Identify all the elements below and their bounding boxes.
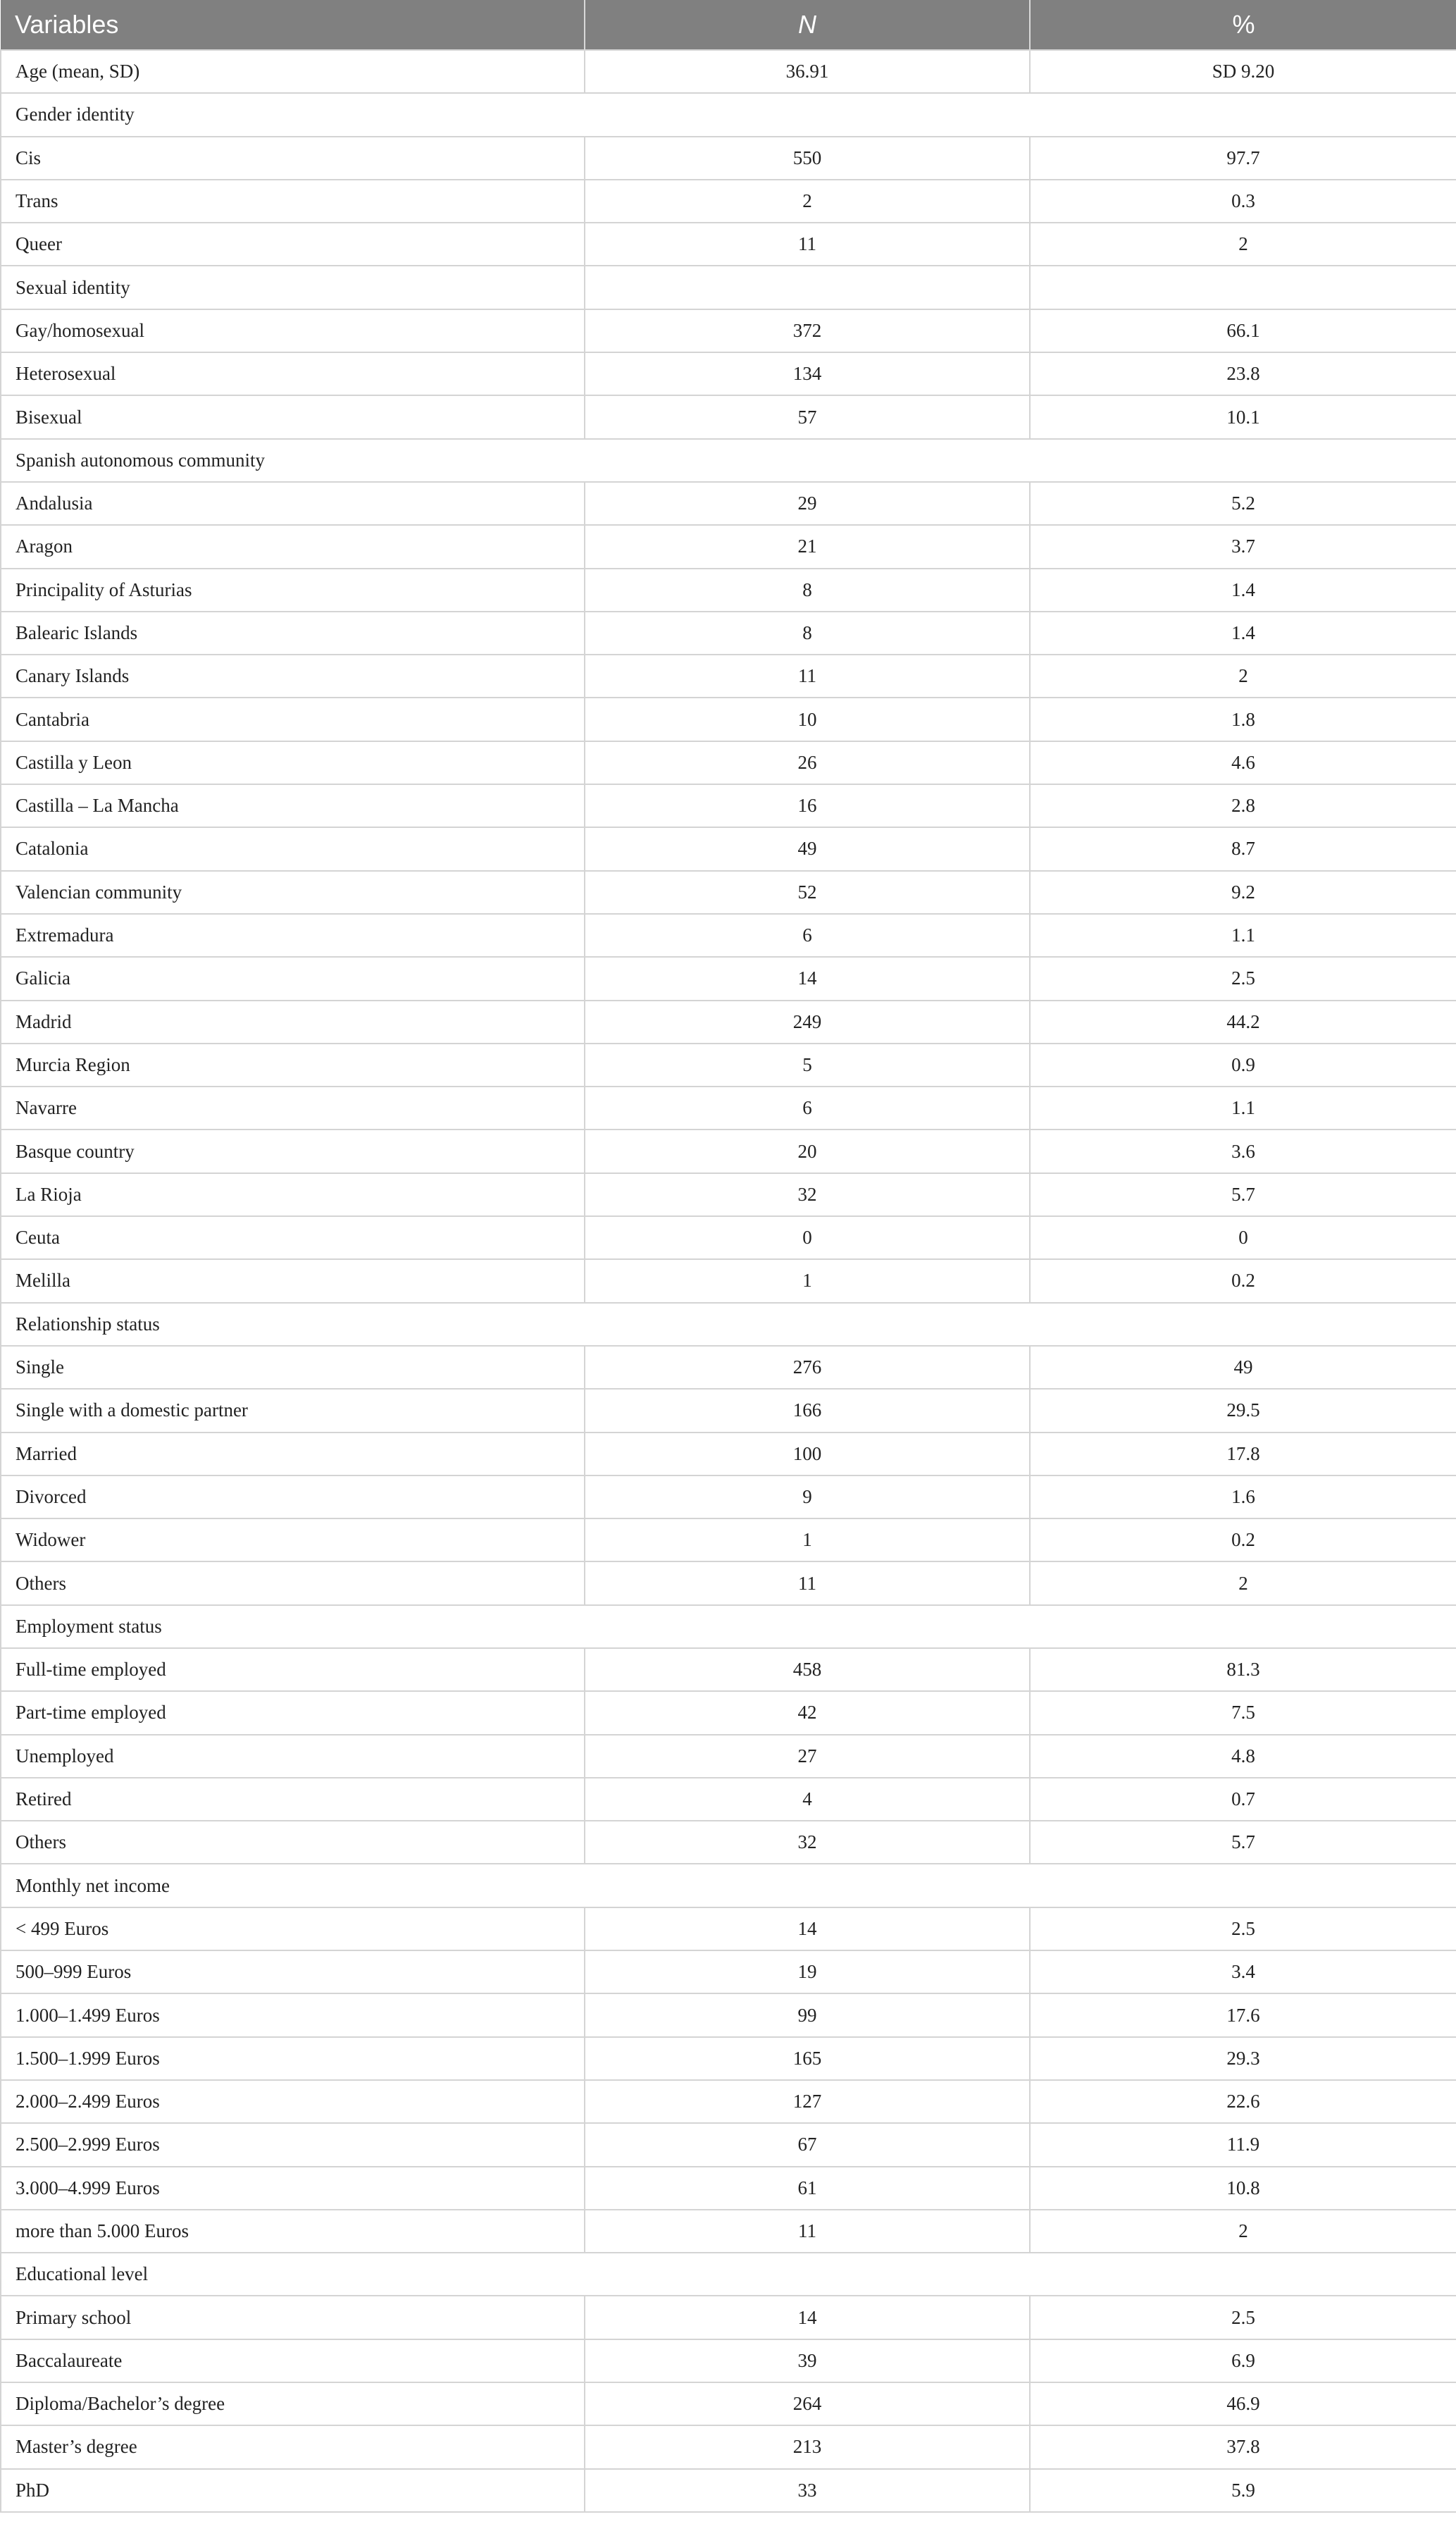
row-percent-value: 17.6 <box>1030 1993 1456 2036</box>
row-n-value: 57 <box>585 395 1030 438</box>
row-n-value: 16 <box>585 784 1030 827</box>
table-row <box>1 1259 1456 1302</box>
table-row <box>1 2339 1456 2382</box>
row-n-value: 39 <box>585 2339 1030 2382</box>
row-n-value: 127 <box>585 2080 1030 2123</box>
table-body <box>1 50 1456 2512</box>
row-percent-value: 29.5 <box>1030 1389 1456 1432</box>
row-label: Cis <box>1 137 585 180</box>
row-label: Baccalaureate <box>1 2339 585 2382</box>
table-row <box>1 223 1456 266</box>
row-label: Valencian community <box>1 871 585 914</box>
row-label: Master’s degree <box>1 2425 585 2468</box>
row-label: Ceuta <box>1 1216 585 1259</box>
table-row <box>1 871 1456 914</box>
row-percent-value: 1.1 <box>1030 1087 1456 1130</box>
row-label: Diploma/Bachelor’s degree <box>1 2382 585 2425</box>
section-header-row <box>1 1605 1456 1648</box>
row-label: Aragon <box>1 525 585 568</box>
section-header-row <box>1 2253 1456 2296</box>
row-label: Others <box>1 1821 585 1864</box>
table-row <box>1 1821 1456 1864</box>
row-percent-value: 0.7 <box>1030 1778 1456 1821</box>
row-n-value: 550 <box>585 137 1030 180</box>
section-label: Relationship status <box>1 1303 1456 1346</box>
table-row <box>1 309 1456 352</box>
row-n-value: 8 <box>585 569 1030 612</box>
row-percent-value: 49 <box>1030 1346 1456 1389</box>
row-percent-value: 2.5 <box>1030 1907 1456 1950</box>
row-percent-value: 5.2 <box>1030 482 1456 525</box>
section-label: Educational level <box>1 2253 1456 2296</box>
table-row <box>1 50 1456 93</box>
section-label: Monthly net income <box>1 1864 1456 1907</box>
table-header <box>1 0 1456 50</box>
table-row <box>1 1648 1456 1691</box>
row-n-value: 32 <box>585 1173 1030 1216</box>
row-label: 2.000–2.499 Euros <box>1 2080 585 2123</box>
table-row <box>1 1907 1456 1950</box>
table-row <box>1 2296 1456 2339</box>
row-percent-value: 17.8 <box>1030 1433 1456 1475</box>
table-row <box>1 2469 1456 2512</box>
table-row <box>1 1087 1456 1130</box>
section-label: Spanish autonomous community <box>1 439 1456 482</box>
row-label: Single <box>1 1346 585 1389</box>
row-n-value: 29 <box>585 482 1030 525</box>
row-n-value: 20 <box>585 1130 1030 1172</box>
row-n-value: 99 <box>585 1993 1030 2036</box>
table-row <box>1 1518 1456 1561</box>
row-percent-value: 5.7 <box>1030 1173 1456 1216</box>
row-label: Canary Islands <box>1 655 585 698</box>
table-row <box>1 612 1456 655</box>
table-row <box>1 827 1456 870</box>
row-label: Andalusia <box>1 482 585 525</box>
row-label: 500–999 Euros <box>1 1950 585 1993</box>
row-label: Others <box>1 1561 585 1604</box>
row-n-value: 14 <box>585 1907 1030 1950</box>
row-label: Married <box>1 1433 585 1475</box>
row-percent-value: 1.8 <box>1030 698 1456 741</box>
row-label: PhD <box>1 2469 585 2512</box>
table-row <box>1 1691 1456 1734</box>
table-row <box>1 741 1456 784</box>
table-row <box>1 2382 1456 2425</box>
row-label: Madrid <box>1 1001 585 1044</box>
row-percent-value: 81.3 <box>1030 1648 1456 1691</box>
row-label: 1.500–1.999 Euros <box>1 2037 585 2080</box>
table-row <box>1 1346 1456 1389</box>
row-percent-value: 0 <box>1030 1216 1456 1259</box>
row-percent-value: 29.3 <box>1030 2037 1456 2080</box>
table-row <box>1 1001 1456 1044</box>
table-row <box>1 525 1456 568</box>
row-percent-value: 1.4 <box>1030 612 1456 655</box>
table-row <box>1 1433 1456 1475</box>
row-label: < 499 Euros <box>1 1907 585 1950</box>
row-n-value: 49 <box>585 827 1030 870</box>
row-percent-value: 2.5 <box>1030 957 1456 1000</box>
row-label: Navarre <box>1 1087 585 1130</box>
table-row <box>1 482 1456 525</box>
row-label: Galicia <box>1 957 585 1000</box>
row-n-value: 372 <box>585 309 1030 352</box>
row-n-value: 19 <box>585 1950 1030 1993</box>
row-n-value: 4 <box>585 1778 1030 1821</box>
table-row <box>1 569 1456 612</box>
row-percent-value: 2 <box>1030 2210 1456 2253</box>
row-n-value: 11 <box>585 223 1030 266</box>
row-n-value: 14 <box>585 957 1030 1000</box>
row-percent-value: 5.7 <box>1030 1821 1456 1864</box>
row-n-value: 42 <box>585 1691 1030 1734</box>
row-percent-value: 2 <box>1030 1561 1456 1604</box>
table-row <box>1 1475 1456 1518</box>
row-label: Primary school <box>1 2296 585 2339</box>
table-row <box>1 1778 1456 1821</box>
row-n-value: 67 <box>585 2123 1030 2166</box>
row-label: Murcia Region <box>1 1044 585 1087</box>
row-percent-value: 4.6 <box>1030 741 1456 784</box>
row-n-value: 11 <box>585 655 1030 698</box>
row-label: Queer <box>1 223 585 266</box>
row-percent-value: 6.9 <box>1030 2339 1456 2382</box>
section-label: Gender identity <box>1 93 1456 136</box>
row-n-value: 11 <box>585 2210 1030 2253</box>
row-label: Retired <box>1 1778 585 1821</box>
section-header-row <box>1 439 1456 482</box>
row-percent-value: 0.2 <box>1030 1518 1456 1561</box>
row-percent-value: 4.8 <box>1030 1735 1456 1778</box>
row-label: 2.500–2.999 Euros <box>1 2123 585 2166</box>
row-percent-value: 44.2 <box>1030 1001 1456 1044</box>
row-n-value: 52 <box>585 871 1030 914</box>
table-row <box>1 2037 1456 2080</box>
row-n-value: 27 <box>585 1735 1030 1778</box>
row-n-value: 165 <box>585 2037 1030 2080</box>
row-label: Single with a domestic partner <box>1 1389 585 1432</box>
table-row <box>1 784 1456 827</box>
row-n-value: 6 <box>585 1087 1030 1130</box>
row-percent-value: 9.2 <box>1030 871 1456 914</box>
row-n-value: 1 <box>585 1259 1030 1302</box>
table-row <box>1 2425 1456 2468</box>
row-percent-value: 0.3 <box>1030 180 1456 223</box>
row-percent-value: 66.1 <box>1030 309 1456 352</box>
row-percent-value: 97.7 <box>1030 137 1456 180</box>
row-percent-value <box>1030 266 1456 309</box>
row-n-value: 36.91 <box>585 50 1030 93</box>
row-label: Unemployed <box>1 1735 585 1778</box>
row-percent-value: 0.2 <box>1030 1259 1456 1302</box>
table-row <box>1 1173 1456 1216</box>
row-percent-value: 1.1 <box>1030 914 1456 957</box>
row-n-value: 458 <box>585 1648 1030 1691</box>
row-n-value: 100 <box>585 1433 1030 1475</box>
table-row <box>1 1993 1456 2036</box>
row-label: Age (mean, SD) <box>1 50 585 93</box>
table-row <box>1 1561 1456 1604</box>
row-percent-value: 0.9 <box>1030 1044 1456 1087</box>
row-label: Cantabria <box>1 698 585 741</box>
row-percent-value: 46.9 <box>1030 2382 1456 2425</box>
table-row <box>1 1389 1456 1432</box>
row-percent-value: 7.5 <box>1030 1691 1456 1734</box>
row-label: Divorced <box>1 1475 585 1518</box>
row-label: more than 5.000 Euros <box>1 2210 585 2253</box>
row-n-value: 9 <box>585 1475 1030 1518</box>
row-percent-value: 2 <box>1030 223 1456 266</box>
row-n-value: 6 <box>585 914 1030 957</box>
row-n-value: 276 <box>585 1346 1030 1389</box>
table-row <box>1 1216 1456 1259</box>
row-n-value: 213 <box>585 2425 1030 2468</box>
row-n-value: 5 <box>585 1044 1030 1087</box>
row-percent-value: SD 9.20 <box>1030 50 1456 93</box>
header-percent: % <box>1030 0 1456 50</box>
table-row <box>1 2123 1456 2166</box>
header-n: N <box>585 0 1030 50</box>
row-label: Castilla – La Mancha <box>1 784 585 827</box>
row-percent-value: 3.6 <box>1030 1130 1456 1172</box>
row-percent-value: 8.7 <box>1030 827 1456 870</box>
row-label: Widower <box>1 1518 585 1561</box>
row-n-value: 11 <box>585 1561 1030 1604</box>
section-label: Employment status <box>1 1605 1456 1648</box>
header-row <box>1 0 1456 50</box>
row-label: Catalonia <box>1 827 585 870</box>
table-row <box>1 1735 1456 1778</box>
table-row <box>1 2210 1456 2253</box>
table-row <box>1 957 1456 1000</box>
row-label: 3.000–4.999 Euros <box>1 2167 585 2210</box>
row-label: Melilla <box>1 1259 585 1302</box>
row-n-value: 14 <box>585 2296 1030 2339</box>
row-n-value: 32 <box>585 1821 1030 1864</box>
table-row <box>1 698 1456 741</box>
row-n-value: 26 <box>585 741 1030 784</box>
row-percent-value: 1.6 <box>1030 1475 1456 1518</box>
row-percent-value: 2 <box>1030 655 1456 698</box>
row-label: Extremadura <box>1 914 585 957</box>
table-row <box>1 395 1456 438</box>
row-label: La Rioja <box>1 1173 585 1216</box>
row-label: Castilla y Leon <box>1 741 585 784</box>
section-header-row <box>1 1864 1456 1907</box>
row-percent-value: 3.4 <box>1030 1950 1456 1993</box>
row-n-value: 8 <box>585 612 1030 655</box>
row-label: Basque country <box>1 1130 585 1172</box>
table-row <box>1 2080 1456 2123</box>
row-n-value: 264 <box>585 2382 1030 2425</box>
row-n-value: 249 <box>585 1001 1030 1044</box>
row-label: Principality of Asturias <box>1 569 585 612</box>
row-percent-value: 1.4 <box>1030 569 1456 612</box>
section-header-row <box>1 266 1456 309</box>
table-row <box>1 914 1456 957</box>
row-n-value: 0 <box>585 1216 1030 1259</box>
row-percent-value: 2.5 <box>1030 2296 1456 2339</box>
row-label: Part-time employed <box>1 1691 585 1734</box>
row-percent-value: 10.1 <box>1030 395 1456 438</box>
row-n-value: 21 <box>585 525 1030 568</box>
row-label: Trans <box>1 180 585 223</box>
row-label: Bisexual <box>1 395 585 438</box>
section-header-row <box>1 93 1456 136</box>
row-label: Balearic Islands <box>1 612 585 655</box>
table-row <box>1 352 1456 395</box>
row-percent-value: 5.9 <box>1030 2469 1456 2512</box>
row-percent-value: 11.9 <box>1030 2123 1456 2166</box>
row-percent-value: 37.8 <box>1030 2425 1456 2468</box>
row-n-value <box>585 266 1030 309</box>
row-percent-value: 10.8 <box>1030 2167 1456 2210</box>
table-row <box>1 180 1456 223</box>
row-label: Full-time employed <box>1 1648 585 1691</box>
table-row <box>1 2167 1456 2210</box>
row-percent-value: 2.8 <box>1030 784 1456 827</box>
table-row <box>1 1044 1456 1087</box>
row-percent-value: 22.6 <box>1030 2080 1456 2123</box>
table-row <box>1 137 1456 180</box>
row-label: 1.000–1.499 Euros <box>1 1993 585 2036</box>
row-n-value: 2 <box>585 180 1030 223</box>
table-row <box>1 655 1456 698</box>
section-label: Sexual identity <box>1 266 585 309</box>
row-n-value: 61 <box>585 2167 1030 2210</box>
row-n-value: 166 <box>585 1389 1030 1432</box>
table-row <box>1 1130 1456 1172</box>
row-label: Heterosexual <box>1 352 585 395</box>
header-variables: Variables <box>1 0 585 50</box>
row-n-value: 134 <box>585 352 1030 395</box>
table-row <box>1 1950 1456 1993</box>
row-n-value: 1 <box>585 1518 1030 1561</box>
section-header-row <box>1 1303 1456 1346</box>
row-percent-value: 23.8 <box>1030 352 1456 395</box>
row-n-value: 33 <box>585 2469 1030 2512</box>
row-percent-value: 3.7 <box>1030 525 1456 568</box>
row-n-value: 10 <box>585 698 1030 741</box>
row-label: Gay/homosexual <box>1 309 585 352</box>
